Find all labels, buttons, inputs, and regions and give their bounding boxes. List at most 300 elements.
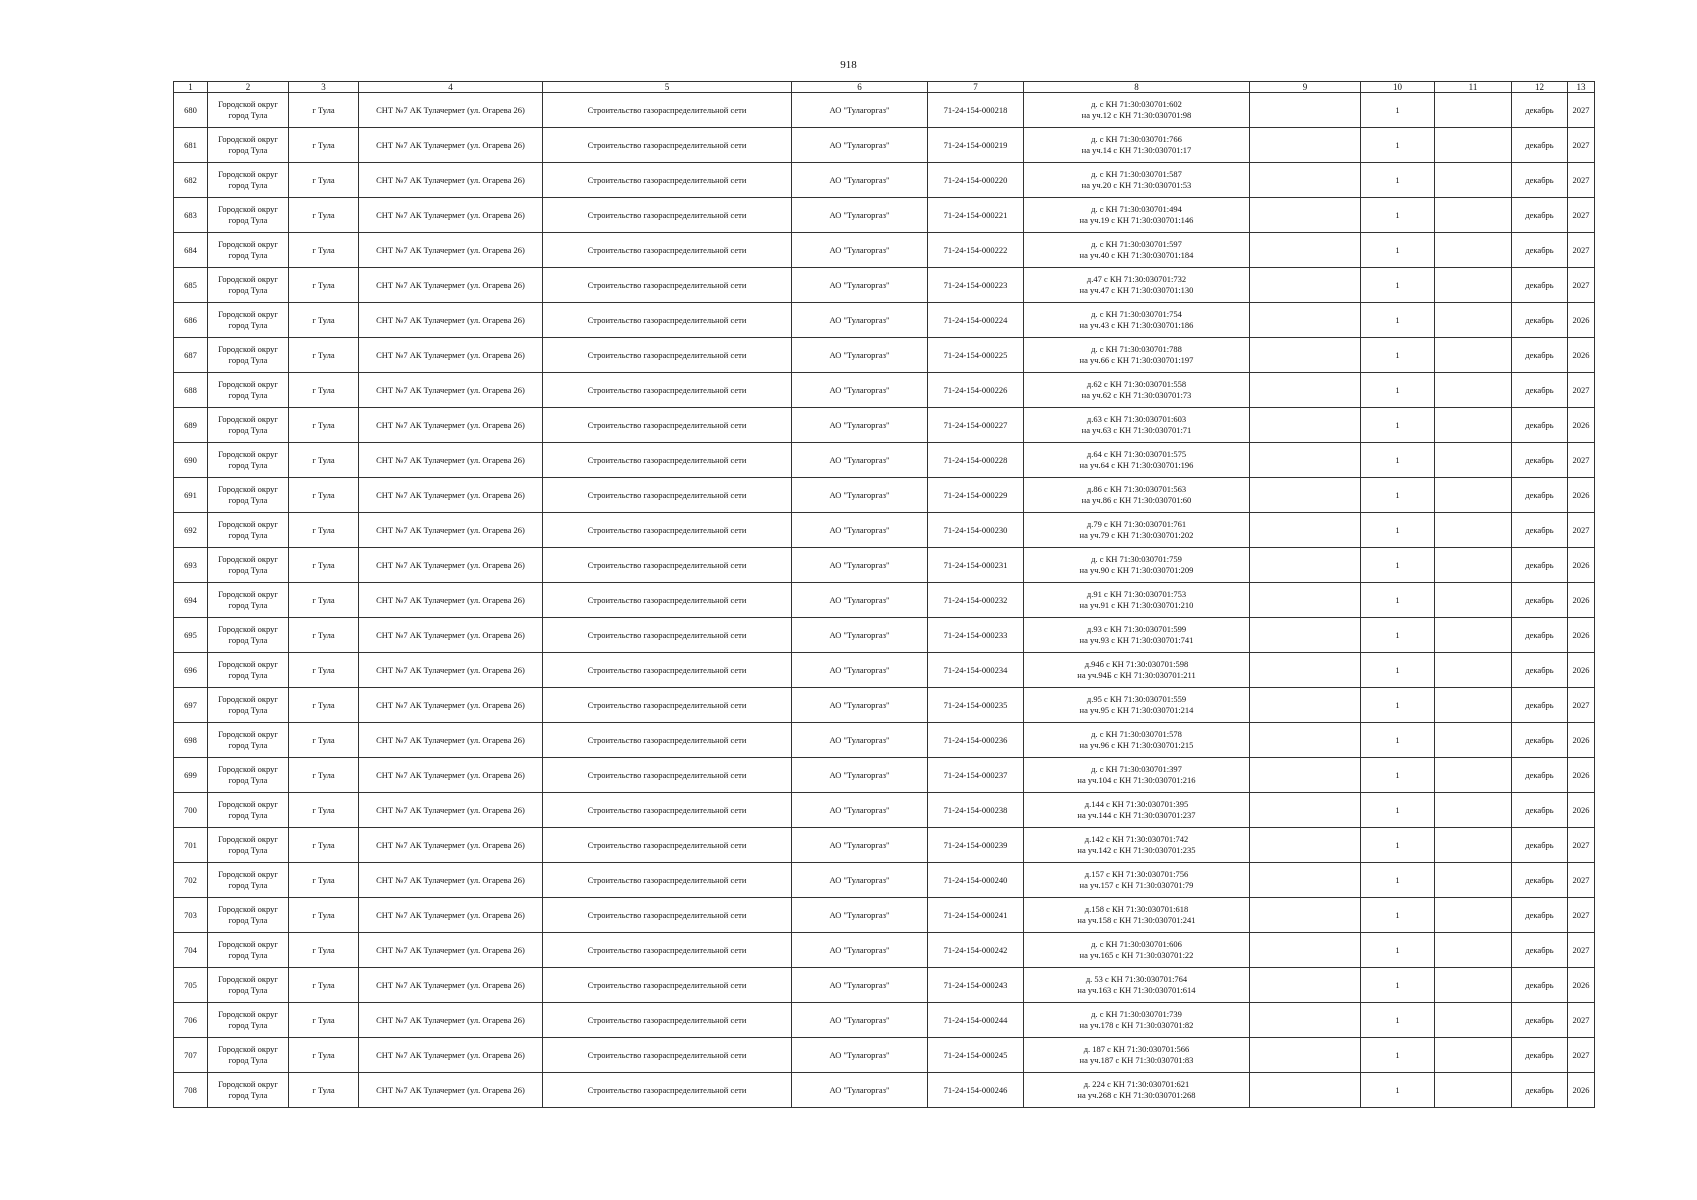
year-cell: 2027 <box>1568 1038 1595 1073</box>
quantity-cell: 1 <box>1361 863 1435 898</box>
row-number: 687 <box>174 338 208 373</box>
year-cell: 2026 <box>1568 1073 1595 1108</box>
quantity-cell: 1 <box>1361 233 1435 268</box>
table-row <box>174 688 1595 723</box>
object-cell: СНТ №7 АК Тулачермет (ул. Огарева 26) <box>359 583 543 618</box>
month-cell: декабрь <box>1512 513 1568 548</box>
table-row <box>174 1003 1595 1038</box>
district-cell <box>208 1003 289 1038</box>
city-cell: г Тула <box>289 338 359 373</box>
table-row <box>174 303 1595 338</box>
object-cell: СНТ №7 АК Тулачермет (ул. Огарева 26) <box>359 303 543 338</box>
address-cell-line: д. с КН 71:30:030701:788 <box>1091 344 1182 354</box>
address-cell-line: на уч.90 с КН 71:30:030701:209 <box>1079 565 1194 575</box>
district-cell-line: город Тула <box>228 460 268 470</box>
district-cell-line: город Тула <box>228 880 268 890</box>
object-cell: СНТ №7 АК Тулачермет (ул. Огарева 26) <box>359 898 543 933</box>
row-number: 703 <box>174 898 208 933</box>
city-cell: г Тула <box>289 1038 359 1073</box>
column-9-cell <box>1250 618 1361 653</box>
year-cell: 2027 <box>1568 898 1595 933</box>
code-cell: 71-24-154-000222 <box>928 233 1024 268</box>
code-cell: 71-24-154-000232 <box>928 583 1024 618</box>
column-9-cell <box>1250 898 1361 933</box>
object-cell: СНТ №7 АК Тулачермет (ул. Огарева 26) <box>359 863 543 898</box>
quantity-cell: 1 <box>1361 268 1435 303</box>
column-header-1: 1 <box>174 82 208 93</box>
city-cell: г Тула <box>289 408 359 443</box>
city-cell: г Тула <box>289 793 359 828</box>
district-cell-line: Городской округ <box>218 414 278 424</box>
code-cell: 71-24-154-000243 <box>928 968 1024 1003</box>
district-cell <box>208 688 289 723</box>
district-cell-line: Городской округ <box>218 519 278 529</box>
work-cell: Строительство газораспределительной сети <box>543 758 792 793</box>
district-cell-line: город Тула <box>228 810 268 820</box>
month-cell: декабрь <box>1512 373 1568 408</box>
district-cell <box>208 233 289 268</box>
year-cell: 2027 <box>1568 513 1595 548</box>
address-cell-line: на уч.12 с КН 71:30:030701:98 <box>1081 110 1192 120</box>
table-row <box>174 793 1595 828</box>
city-cell: г Тула <box>289 653 359 688</box>
address-cell-line: д.63 с КН 71:30:030701:603 <box>1086 414 1187 424</box>
district-cell <box>208 653 289 688</box>
district-cell <box>208 898 289 933</box>
table-row <box>174 268 1595 303</box>
code-cell: 71-24-154-000231 <box>928 548 1024 583</box>
district-cell-line: город Тула <box>228 635 268 645</box>
address-cell-line: на уч.14 с КН 71:30:030701:17 <box>1081 145 1192 155</box>
code-cell: 71-24-154-000242 <box>928 933 1024 968</box>
address-cell-line: на уч.40 с КН 71:30:030701:184 <box>1079 250 1194 260</box>
work-cell: Строительство газораспределительной сети <box>543 583 792 618</box>
column-header-4: 4 <box>359 82 543 93</box>
address-cell-line: д.86 с КН 71:30:030701:563 <box>1086 484 1187 494</box>
column-9-cell <box>1250 723 1361 758</box>
column-9-cell <box>1250 758 1361 793</box>
district-cell-line: Городской округ <box>218 729 278 739</box>
address-cell-line: на уч.47 с КН 71:30:030701:130 <box>1079 285 1194 295</box>
code-cell: 71-24-154-000226 <box>928 373 1024 408</box>
organization-cell: АО "Тулагоргаз" <box>792 1038 928 1073</box>
city-cell: г Тула <box>289 1003 359 1038</box>
work-cell: Строительство газораспределительной сети <box>543 968 792 1003</box>
code-cell: 71-24-154-000239 <box>928 828 1024 863</box>
district-cell <box>208 1038 289 1073</box>
address-cell-line: на уч.157 с КН 71:30:030701:79 <box>1079 880 1194 890</box>
district-cell-line: город Тула <box>228 250 268 260</box>
organization-cell: АО "Тулагоргаз" <box>792 688 928 723</box>
district-cell-line: Городской округ <box>218 939 278 949</box>
year-cell: 2027 <box>1568 128 1595 163</box>
year-cell: 2027 <box>1568 373 1595 408</box>
column-11-cell <box>1435 1073 1512 1108</box>
quantity-cell: 1 <box>1361 1003 1435 1038</box>
object-cell: СНТ №7 АК Тулачермет (ул. Огарева 26) <box>359 758 543 793</box>
month-cell: декабрь <box>1512 793 1568 828</box>
address-cell-line: д. с КН 71:30:030701:587 <box>1091 169 1182 179</box>
quantity-cell: 1 <box>1361 478 1435 513</box>
month-cell: декабрь <box>1512 758 1568 793</box>
column-9-cell <box>1250 93 1361 128</box>
address-cell-line: д. 224 с КН 71:30:030701:621 <box>1083 1079 1190 1089</box>
column-9-cell <box>1250 863 1361 898</box>
address-cell-line: д. с КН 71:30:030701:397 <box>1091 764 1182 774</box>
address-cell-line: д.79 с КН 71:30:030701:761 <box>1086 519 1187 529</box>
district-cell-line: город Тула <box>228 530 268 540</box>
district-cell-line: Городской округ <box>218 694 278 704</box>
organization-cell: АО "Тулагоргаз" <box>792 408 928 443</box>
quantity-cell: 1 <box>1361 373 1435 408</box>
district-cell <box>208 478 289 513</box>
district-cell-line: город Тула <box>228 915 268 925</box>
quantity-cell: 1 <box>1361 723 1435 758</box>
page-number: 918 <box>840 59 857 71</box>
city-cell: г Тула <box>289 548 359 583</box>
column-11-cell <box>1435 198 1512 233</box>
quantity-cell: 1 <box>1361 583 1435 618</box>
organization-cell: АО "Тулагоргаз" <box>792 1003 928 1038</box>
quantity-cell: 1 <box>1361 1038 1435 1073</box>
column-9-cell <box>1250 548 1361 583</box>
column-header-5: 5 <box>543 82 792 93</box>
address-cell <box>1024 373 1250 408</box>
work-cell: Строительство газораспределительной сети <box>543 128 792 163</box>
address-cell <box>1024 933 1250 968</box>
month-cell: декабрь <box>1512 548 1568 583</box>
code-cell: 71-24-154-000237 <box>928 758 1024 793</box>
quantity-cell: 1 <box>1361 443 1435 478</box>
year-cell: 2026 <box>1568 758 1595 793</box>
district-cell-line: Городской округ <box>218 1079 278 1089</box>
work-cell: Строительство газораспределительной сети <box>543 233 792 268</box>
object-cell: СНТ №7 АК Тулачермет (ул. Огарева 26) <box>359 793 543 828</box>
organization-cell: АО "Тулагоргаз" <box>792 513 928 548</box>
district-cell-line: Городской округ <box>218 1009 278 1019</box>
row-number: 696 <box>174 653 208 688</box>
quantity-cell: 1 <box>1361 303 1435 338</box>
table-row <box>174 1073 1595 1108</box>
district-cell-line: Городской округ <box>218 344 278 354</box>
city-cell: г Тула <box>289 443 359 478</box>
table-row <box>174 828 1595 863</box>
address-cell-line: д.158 с КН 71:30:030701:618 <box>1084 904 1189 914</box>
address-cell <box>1024 898 1250 933</box>
quantity-cell: 1 <box>1361 1073 1435 1108</box>
address-cell <box>1024 268 1250 303</box>
address-cell <box>1024 198 1250 233</box>
registry-table <box>173 81 1595 1108</box>
work-cell: Строительство газораспределительной сети <box>543 933 792 968</box>
column-11-cell <box>1435 268 1512 303</box>
year-cell: 2026 <box>1568 793 1595 828</box>
column-9-cell <box>1250 1003 1361 1038</box>
year-cell: 2026 <box>1568 408 1595 443</box>
year-cell: 2027 <box>1568 863 1595 898</box>
organization-cell: АО "Тулагоргаз" <box>792 1073 928 1108</box>
organization-cell: АО "Тулагоргаз" <box>792 758 928 793</box>
year-cell: 2026 <box>1568 653 1595 688</box>
column-11-cell <box>1435 443 1512 478</box>
address-cell-line: на уч.165 с КН 71:30:030701:22 <box>1079 950 1194 960</box>
quantity-cell: 1 <box>1361 618 1435 653</box>
city-cell: г Тула <box>289 303 359 338</box>
district-cell-line: Городской округ <box>218 589 278 599</box>
work-cell: Строительство газораспределительной сети <box>543 198 792 233</box>
district-cell-line: Городской округ <box>218 239 278 249</box>
column-header-12: 12 <box>1512 82 1568 93</box>
address-cell-line: на уч.178 с КН 71:30:030701:82 <box>1079 1020 1194 1030</box>
table-row <box>174 198 1595 233</box>
address-cell <box>1024 723 1250 758</box>
object-cell: СНТ №7 АК Тулачермет (ул. Огарева 26) <box>359 233 543 268</box>
organization-cell: АО "Тулагоргаз" <box>792 128 928 163</box>
column-11-cell <box>1435 513 1512 548</box>
table-row <box>174 163 1595 198</box>
code-cell: 71-24-154-000241 <box>928 898 1024 933</box>
year-cell: 2026 <box>1568 303 1595 338</box>
table-row <box>174 443 1595 478</box>
year-cell: 2026 <box>1568 583 1595 618</box>
district-cell-line: город Тула <box>228 390 268 400</box>
district-cell-line: город Тула <box>228 985 268 995</box>
month-cell: декабрь <box>1512 723 1568 758</box>
row-number: 705 <box>174 968 208 1003</box>
quantity-cell: 1 <box>1361 548 1435 583</box>
quantity-cell: 1 <box>1361 408 1435 443</box>
city-cell: г Тула <box>289 688 359 723</box>
table-row <box>174 548 1595 583</box>
object-cell: СНТ №7 АК Тулачермет (ул. Огарева 26) <box>359 723 543 758</box>
organization-cell: АО "Тулагоргаз" <box>792 443 928 478</box>
address-cell <box>1024 758 1250 793</box>
work-cell: Строительство газораспределительной сети <box>543 513 792 548</box>
district-cell-line: Городской округ <box>218 204 278 214</box>
address-cell-line: д.91 с КН 71:30:030701:753 <box>1086 589 1187 599</box>
address-cell <box>1024 163 1250 198</box>
column-11-cell <box>1435 128 1512 163</box>
address-cell <box>1024 863 1250 898</box>
district-cell <box>208 303 289 338</box>
work-cell: Строительство газораспределительной сети <box>543 898 792 933</box>
column-header-2: 2 <box>208 82 289 93</box>
column-11-cell <box>1435 233 1512 268</box>
quantity-cell: 1 <box>1361 338 1435 373</box>
address-cell <box>1024 793 1250 828</box>
city-cell: г Тула <box>289 863 359 898</box>
row-number: 700 <box>174 793 208 828</box>
quantity-cell: 1 <box>1361 653 1435 688</box>
column-header-11: 11 <box>1435 82 1512 93</box>
quantity-cell: 1 <box>1361 198 1435 233</box>
column-11-cell <box>1435 303 1512 338</box>
table-row <box>174 898 1595 933</box>
district-cell-line: Городской округ <box>218 99 278 109</box>
work-cell: Строительство газораспределительной сети <box>543 338 792 373</box>
object-cell: СНТ №7 АК Тулачермет (ул. Огарева 26) <box>359 688 543 723</box>
district-cell-line: город Тула <box>228 950 268 960</box>
object-cell: СНТ №7 АК Тулачермет (ул. Огарева 26) <box>359 268 543 303</box>
column-11-cell <box>1435 1038 1512 1073</box>
address-cell <box>1024 1038 1250 1073</box>
district-cell <box>208 863 289 898</box>
district-cell-line: город Тула <box>228 215 268 225</box>
district-cell <box>208 373 289 408</box>
column-9-cell <box>1250 828 1361 863</box>
year-cell: 2026 <box>1568 618 1595 653</box>
address-cell-line: на уч.66 с КН 71:30:030701:197 <box>1079 355 1194 365</box>
work-cell: Строительство газораспределительной сети <box>543 303 792 338</box>
quantity-cell: 1 <box>1361 128 1435 163</box>
work-cell: Строительство газораспределительной сети <box>543 723 792 758</box>
month-cell: декабрь <box>1512 408 1568 443</box>
district-cell-line: город Тула <box>228 180 268 190</box>
code-cell: 71-24-154-000236 <box>928 723 1024 758</box>
district-cell-line: Городской округ <box>218 624 278 634</box>
column-9-cell <box>1250 128 1361 163</box>
code-cell: 71-24-154-000238 <box>928 793 1024 828</box>
address-cell-line: на уч.79 с КН 71:30:030701:202 <box>1079 530 1194 540</box>
district-cell-line: город Тула <box>228 600 268 610</box>
table-row <box>174 583 1595 618</box>
district-cell-line: город Тула <box>228 1055 268 1065</box>
column-9-cell <box>1250 688 1361 723</box>
row-number: 698 <box>174 723 208 758</box>
address-cell-line: на уч.104 с КН 71:30:030701:216 <box>1077 775 1196 785</box>
column-9-cell <box>1250 268 1361 303</box>
row-number: 707 <box>174 1038 208 1073</box>
district-cell-line: Городской округ <box>218 554 278 564</box>
column-9-cell <box>1250 408 1361 443</box>
district-cell <box>208 548 289 583</box>
column-header-9: 9 <box>1250 82 1361 93</box>
work-cell: Строительство газораспределительной сети <box>543 1003 792 1038</box>
address-cell-line: д.144 с КН 71:30:030701:395 <box>1084 799 1189 809</box>
organization-cell: АО "Тулагоргаз" <box>792 898 928 933</box>
address-cell-line: д. с КН 71:30:030701:754 <box>1091 309 1182 319</box>
district-cell-line: Городской округ <box>218 309 278 319</box>
table-row <box>174 933 1595 968</box>
row-number: 701 <box>174 828 208 863</box>
table-header-row <box>174 82 1595 93</box>
code-cell: 71-24-154-000230 <box>928 513 1024 548</box>
district-cell <box>208 618 289 653</box>
month-cell: декабрь <box>1512 128 1568 163</box>
column-9-cell <box>1250 583 1361 618</box>
address-cell-line: на уч.64 с КН 71:30:030701:196 <box>1079 460 1194 470</box>
month-cell: декабрь <box>1512 653 1568 688</box>
organization-cell: АО "Тулагоргаз" <box>792 548 928 583</box>
district-cell-line: Городской округ <box>218 659 278 669</box>
column-11-cell <box>1435 898 1512 933</box>
code-cell: 71-24-154-000224 <box>928 303 1024 338</box>
address-cell-line: д.64 с КН 71:30:030701:575 <box>1086 449 1187 459</box>
district-cell-line: Городской округ <box>218 869 278 879</box>
column-11-cell <box>1435 933 1512 968</box>
organization-cell: АО "Тулагоргаз" <box>792 828 928 863</box>
address-cell-line: на уч.20 с КН 71:30:030701:53 <box>1081 180 1192 190</box>
organization-cell: АО "Тулагоргаз" <box>792 268 928 303</box>
row-number: 693 <box>174 548 208 583</box>
organization-cell: АО "Тулагоргаз" <box>792 93 928 128</box>
table-row <box>174 128 1595 163</box>
object-cell: СНТ №7 АК Тулачермет (ул. Огарева 26) <box>359 128 543 163</box>
object-cell: СНТ №7 АК Тулачермет (ул. Огарева 26) <box>359 933 543 968</box>
address-cell-line: на уч.144 с КН 71:30:030701:237 <box>1077 810 1196 820</box>
code-cell: 71-24-154-000227 <box>928 408 1024 443</box>
table-row <box>174 618 1595 653</box>
column-11-cell <box>1435 618 1512 653</box>
district-cell-line: город Тула <box>228 1090 268 1100</box>
district-cell <box>208 723 289 758</box>
column-9-cell <box>1250 163 1361 198</box>
city-cell: г Тула <box>289 828 359 863</box>
code-cell: 71-24-154-000228 <box>928 443 1024 478</box>
quantity-cell: 1 <box>1361 513 1435 548</box>
year-cell: 2027 <box>1568 443 1595 478</box>
object-cell: СНТ №7 АК Тулачермет (ул. Огарева 26) <box>359 968 543 1003</box>
district-cell-line: Городской округ <box>218 799 278 809</box>
city-cell: г Тула <box>289 373 359 408</box>
month-cell: декабрь <box>1512 198 1568 233</box>
work-cell: Строительство газораспределительной сети <box>543 793 792 828</box>
district-cell-line: Городской округ <box>218 134 278 144</box>
district-cell <box>208 1073 289 1108</box>
address-cell-line: на уч.268 с КН 71:30:030701:268 <box>1077 1090 1196 1100</box>
column-11-cell <box>1435 653 1512 688</box>
code-cell: 71-24-154-000219 <box>928 128 1024 163</box>
district-cell <box>208 93 289 128</box>
row-number: 692 <box>174 513 208 548</box>
organization-cell: АО "Тулагоргаз" <box>792 723 928 758</box>
month-cell: декабрь <box>1512 828 1568 863</box>
column-9-cell <box>1250 373 1361 408</box>
month-cell: декабрь <box>1512 233 1568 268</box>
address-cell-line: д.142 с КН 71:30:030701:742 <box>1084 834 1189 844</box>
year-cell: 2026 <box>1568 548 1595 583</box>
organization-cell: АО "Тулагоргаз" <box>792 863 928 898</box>
year-cell: 2026 <box>1568 478 1595 513</box>
month-cell: декабрь <box>1512 1038 1568 1073</box>
code-cell: 71-24-154-000221 <box>928 198 1024 233</box>
object-cell: СНТ №7 АК Тулачермет (ул. Огарева 26) <box>359 653 543 688</box>
address-cell-line: д.95 с КН 71:30:030701:559 <box>1086 694 1187 704</box>
address-cell-line: д. с КН 71:30:030701:606 <box>1091 939 1182 949</box>
address-cell-line: д. с КН 71:30:030701:739 <box>1091 1009 1182 1019</box>
column-11-cell <box>1435 688 1512 723</box>
object-cell: СНТ №7 АК Тулачермет (ул. Огарева 26) <box>359 478 543 513</box>
organization-cell: АО "Тулагоргаз" <box>792 618 928 653</box>
city-cell: г Тула <box>289 898 359 933</box>
district-cell <box>208 758 289 793</box>
row-number: 680 <box>174 93 208 128</box>
district-cell <box>208 163 289 198</box>
address-cell-line: д. с КН 71:30:030701:766 <box>1091 134 1182 144</box>
column-11-cell <box>1435 1003 1512 1038</box>
year-cell: 2026 <box>1568 968 1595 1003</box>
city-cell: г Тула <box>289 583 359 618</box>
address-cell-line: д.93 с КН 71:30:030701:599 <box>1086 624 1187 634</box>
district-cell-line: город Тула <box>228 565 268 575</box>
quantity-cell: 1 <box>1361 93 1435 128</box>
work-cell: Строительство газораспределительной сети <box>543 618 792 653</box>
column-9-cell <box>1250 968 1361 1003</box>
address-cell-line: д. с КН 71:30:030701:759 <box>1091 554 1182 564</box>
organization-cell: АО "Тулагоргаз" <box>792 233 928 268</box>
address-cell <box>1024 688 1250 723</box>
row-number: 694 <box>174 583 208 618</box>
